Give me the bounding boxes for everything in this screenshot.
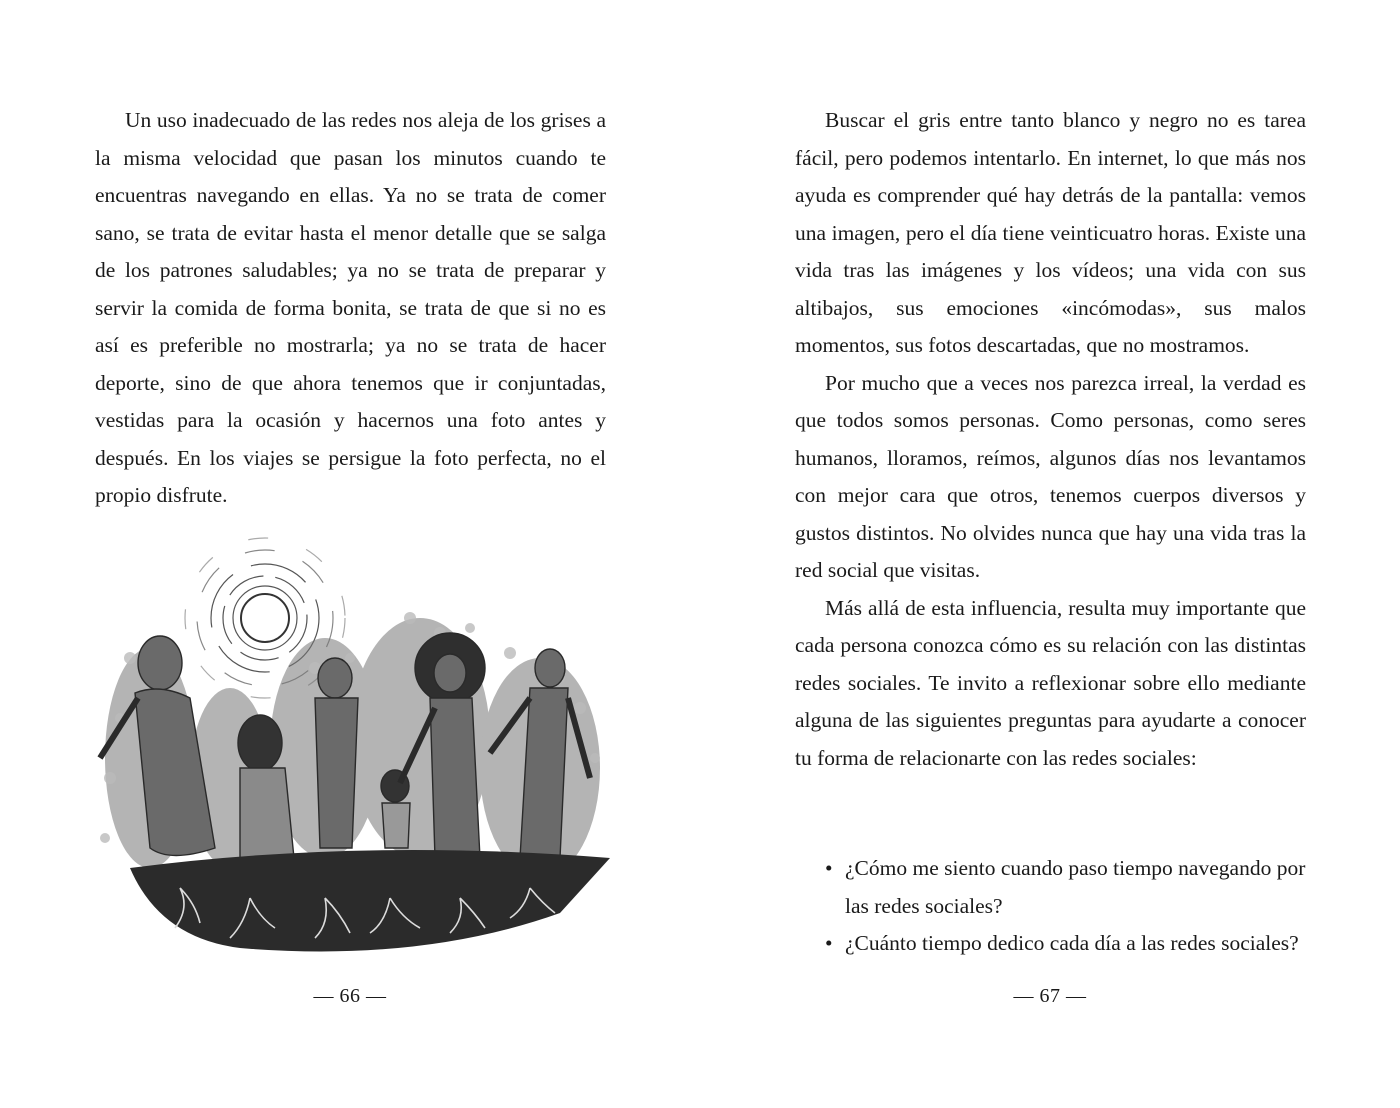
paragraph: Más allá de esta influencia, resulta muy importante que cada persona conozca cómo es su relación con las distintas redes sociales. Te invito a reflexionar sobre ello mediante alguna de las siguientes preguntas para ayudarte a conocer tu forma de relacionarte con las redes sociales: xyxy=(795,595,1306,770)
paragraph: Por mucho que a veces nos parezca irreal, la verdad es que todos somos personas. Como personas, como seres humanos, lloramos, reímos, algunos días nos levantamos con mejor cara que otros, tenemos cuerpos diversos y gustos distintos. No olvides nunca que hay una vida tras la red social que visitas. xyxy=(795,370,1306,582)
paragraph: Un uso inadecuado de las redes nos aleja de los grises a la misma velocidad que pasan los minutos cuando te encuentras navegando en ellas. Ya no se trata de comer sano, se trata de evitar hasta el menor detalle que se salga de los patrones saludables; ya no se trata de preparar y servir la comida de forma bonita, se trata de que si no es así es preferible no mostrarla; ya no se trata de hacer deporte, sino de que ahora tenemos que ir conjuntadas, vestidas para la ocasión y hacernos una foto antes y después. En los viajes se persigue la foto perfecta, no el propio disfrute. xyxy=(95,108,606,507)
question-list xyxy=(825,850,1307,963)
list-item xyxy=(825,925,1307,963)
paragraph: Buscar el gris entre tanto blanco y negro no es tarea fácil, pero podemos intentarlo. En internet, lo que más nos ayuda es comprender qué hay detrás de la pantalla: vemos una imagen, pero el día tiene veinticuatro horas. Existe una vida tras las imágenes y los vídeos; una vida con sus altibajos, sus emociones «incómodas», sus malos momentos, sus fotos descartadas, que no mostramos. xyxy=(795,108,1306,357)
page-number-right: — 67 — xyxy=(1013,985,1087,1007)
right-page xyxy=(700,0,1400,1108)
list-item-text: ¿Cuánto tiempo dedico cada día a las redes sociales? xyxy=(845,931,1299,955)
list-item-text: ¿Cómo me siento cuando paso tiempo navegando por las redes sociales? xyxy=(845,856,1306,918)
bullet-icon: • xyxy=(825,856,833,880)
left-text-block xyxy=(95,102,606,515)
right-text-block xyxy=(795,102,1306,777)
family-garden-illustration xyxy=(90,518,615,968)
bullet-icon: • xyxy=(825,931,833,955)
list-item xyxy=(825,850,1307,925)
page-number-left: — 66 — xyxy=(313,985,387,1007)
